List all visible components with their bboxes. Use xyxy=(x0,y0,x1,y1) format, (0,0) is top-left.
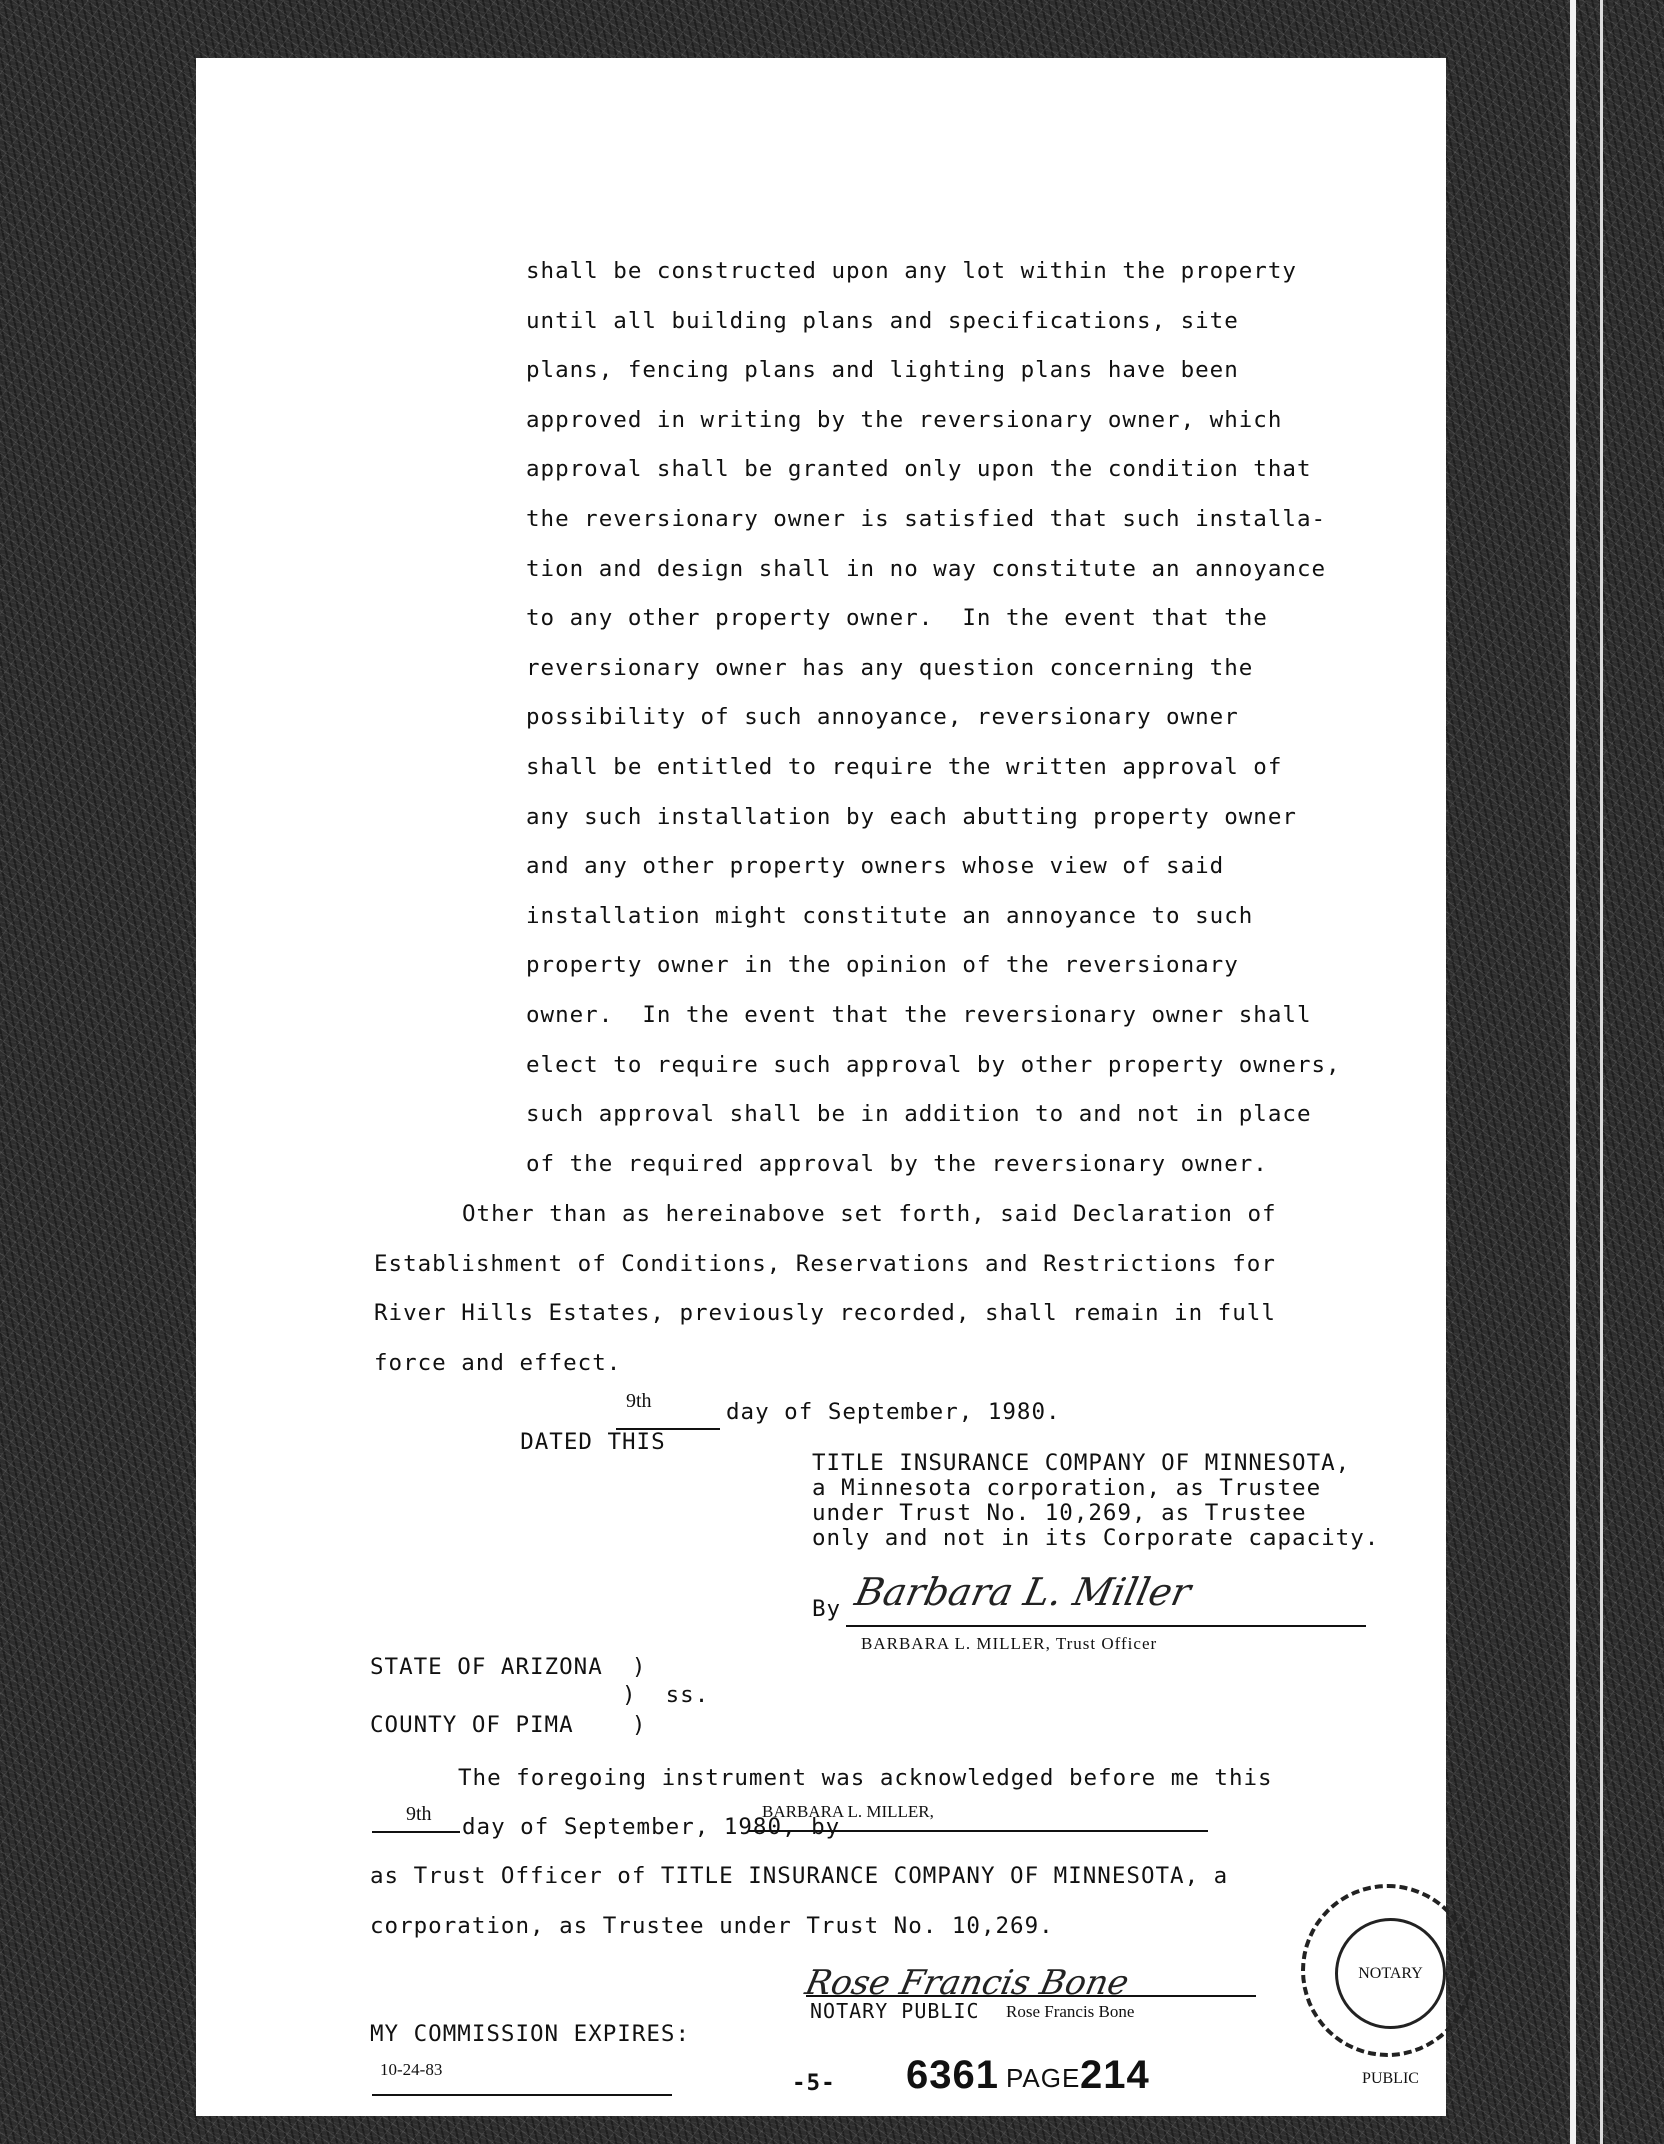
text-line: elect to require such approval by other property owners, xyxy=(526,1051,1341,1078)
text-line: approved in writing by the reversionary owner, which xyxy=(526,406,1283,433)
document-page xyxy=(196,58,1446,2116)
text-line: plans, fencing plans and lighting plans have been xyxy=(526,357,1239,384)
docket-number: 6361 xyxy=(906,2053,999,2097)
ack-line-3: as Trust Officer of TITLE INSURANCE COMPANY OF MINNESOTA, a xyxy=(370,1863,1229,1889)
page-number: -5- xyxy=(792,2070,836,2096)
dated-day: 9th xyxy=(626,1390,652,1412)
trustee-line: only and not in its Corporate capacity. xyxy=(812,1525,1380,1551)
ack-day-rule xyxy=(372,1831,460,1833)
text-line: the reversionary owner is satisfied that such installa- xyxy=(526,506,1327,532)
text-line: until all building plans and specifications, site xyxy=(526,307,1239,334)
dated-day-rule xyxy=(616,1428,720,1430)
ack-line-1: The foregoing instrument was acknowledged before me this xyxy=(458,1765,1273,1791)
commission-label: MY COMMISSION EXPIRES: xyxy=(370,2021,691,2047)
by-label: By xyxy=(812,1596,842,1622)
venue-ss: ) ss. xyxy=(622,1682,710,1708)
venue-county: COUNTY OF PIMA ) xyxy=(370,1712,647,1738)
notary-name: Rose Francis Bone xyxy=(1006,2002,1135,2021)
text-line: of the required approval by the reversionary owner. xyxy=(526,1150,1268,1177)
text-line: force and effect. xyxy=(374,1349,622,1376)
trustee-line: a Minnesota corporation, as Trustee xyxy=(812,1475,1322,1501)
notary-label: NOTARY PUBLIC xyxy=(810,1999,980,2023)
commission-date-rule xyxy=(372,2094,672,2096)
text-line: any such installation by each abutting property owner xyxy=(526,803,1297,830)
text-line: Other than as hereinabove set forth, said Declaration of xyxy=(462,1201,1277,1227)
text-line: owner. In the event that the reversionary owner shall xyxy=(526,1002,1312,1028)
trustee-line: TITLE INSURANCE COMPANY OF MINNESOTA, xyxy=(812,1450,1351,1476)
text-line: such approval shall be in addition to and not in place xyxy=(526,1101,1312,1128)
dated-suffix: day of September, 1980. xyxy=(726,1399,1061,1425)
venue-state: STATE OF ARIZONA ) xyxy=(370,1654,647,1680)
text-line: to any other property owner. In the event that the xyxy=(526,605,1268,632)
ack-name-rule xyxy=(748,1830,1208,1832)
scan-edge-strip xyxy=(1600,0,1603,2144)
text-line: River Hills Estates, previously recorded, shall remain in full xyxy=(374,1300,1276,1326)
text-line: and any other property owners whose view of said xyxy=(526,853,1225,880)
text-line: approval shall be granted only upon the condition that xyxy=(526,456,1312,483)
text-line: shall be constructed upon any lot within the property xyxy=(526,258,1297,284)
ack-line-4: corporation, as Trustee under Trust No. 10,269. xyxy=(370,1913,1054,1939)
docket-page: 214 xyxy=(1080,2053,1150,2097)
docket-page-label: PAGE xyxy=(1006,2063,1081,2093)
signer-name-title: BARBARA L. MILLER, Trust Officer xyxy=(861,1634,1158,1653)
ack-signer-name: BARBARA L. MILLER, xyxy=(762,1802,934,1821)
text-line: possibility of such annoyance, reversionary owner xyxy=(526,704,1239,731)
text-line: reversionary owner has any question concerning the xyxy=(526,654,1254,681)
notary-seal xyxy=(1301,1884,1474,2087)
ack-line-2: day of September, 1980, by xyxy=(462,1814,841,1840)
signature-mark: Barbara L. Miller xyxy=(851,1570,1195,1614)
notary-seal-text: NOTARY PUBLIC xyxy=(1335,1918,1446,2029)
text-line: Establishment of Conditions, Reservations and Restrictions for xyxy=(374,1250,1276,1277)
scan-edge-strip xyxy=(1570,0,1576,2144)
commission-date: 10-24-83 xyxy=(380,2060,443,2079)
text-line: shall be entitled to require the written approval of xyxy=(526,754,1283,780)
text-line: tion and design shall in no way constitute an annoyance xyxy=(526,555,1327,582)
notary-signature-mark: Rose Francis Bone xyxy=(801,1963,1133,2003)
ack-day: 9th xyxy=(406,1803,432,1825)
trustee-line: under Trust No. 10,269, as Trustee xyxy=(812,1500,1307,1526)
dated-prefix: DATED THIS xyxy=(520,1429,666,1455)
text-line: property owner in the opinion of the reversionary xyxy=(526,952,1239,979)
signature-rule xyxy=(846,1625,1366,1627)
text-line: installation might constitute an annoyance to such xyxy=(526,902,1254,929)
